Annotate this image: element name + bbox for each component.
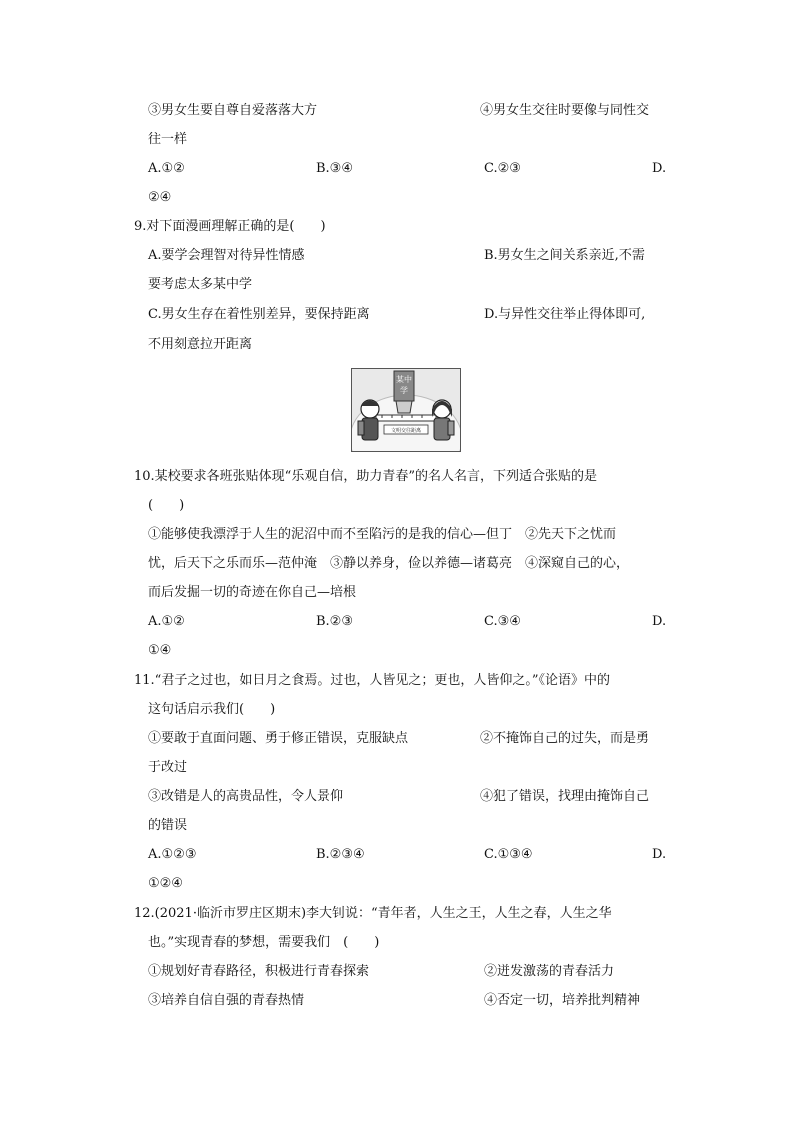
q9-choice-d-cont: 不用刻意拉开距离 bbox=[148, 337, 253, 352]
q11-option-3: ③改错是人的高贵品性，令人景仰 bbox=[148, 789, 344, 804]
q11-stem: 11.“君子之过也，如日月之食焉。过也，人皆见之；更也，人皆仰之。”《论语》中的 bbox=[134, 673, 610, 688]
q8-choice-c: C.②③ bbox=[484, 161, 521, 176]
q8-option-3: ③男女生要自尊自爱落落大方 bbox=[148, 103, 318, 118]
q12-option-3: ③培养自信自强的青春热情 bbox=[148, 993, 305, 1008]
q12-stem: 12.(2021·临沂市罗庄区期末)李大钊说：“青年者，人生之王，人生之春，人生之华 bbox=[134, 906, 612, 921]
q11-choice-b: B.②③④ bbox=[316, 847, 365, 862]
q10-choice-a: A.①② bbox=[148, 614, 185, 629]
q9-choice-a: A.要学会理智对待异性情感 bbox=[148, 248, 305, 263]
q11-option-4: ④犯了错误，找理由掩饰自己 bbox=[480, 789, 650, 804]
cartoon-sign-line2: 学 bbox=[400, 386, 408, 395]
cartoon-caption: 文明交往距离 bbox=[390, 428, 422, 434]
q8-option-4-cont: 往一样 bbox=[148, 132, 188, 147]
q12-option-2: ②迸发激荡的青春活力 bbox=[484, 964, 615, 979]
q10-choice-d: D. bbox=[652, 614, 667, 629]
q10-choice-b: B.②③ bbox=[316, 614, 353, 629]
q11-option-2-cont: 于改过 bbox=[148, 760, 188, 775]
q9-stem: 9.对下面漫画理解正确的是( ) bbox=[134, 219, 326, 234]
q12-option-4: ④否定一切，培养批判精神 bbox=[484, 993, 641, 1008]
q10-quote-line-1: ①能够使我漂浮于人生的泥沼中而不至陷污的是我的信心—但丁 ②先天下之忧而 bbox=[148, 527, 617, 542]
q11-choice-d-cont: ①②④ bbox=[148, 876, 183, 891]
q11-option-2: ②不掩饰自己的过失，而是勇 bbox=[480, 731, 650, 746]
q11-option-4-cont: 的错误 bbox=[148, 818, 188, 833]
q11-stem-cont: 这句话启示我们( ) bbox=[148, 702, 276, 717]
q8-choice-d-cont: ②④ bbox=[148, 190, 172, 205]
q9-choice-d: D.与异性交往举止得体即可, bbox=[484, 307, 646, 322]
q12-option-1: ①规划好青春路径，积极进行青春探索 bbox=[148, 964, 370, 979]
cartoon-sign-line1: 某中 bbox=[396, 375, 412, 384]
q10-answer-paren: ( ) bbox=[148, 498, 185, 513]
cartoon-image bbox=[351, 368, 461, 452]
q10-stem: 10.某校要求各班张贴体现“乐观自信，助力青春”的名人名言，下列适合张贴的是 bbox=[134, 469, 597, 484]
q10-quote-line-3: 而后发掘一切的奇迹在你自己—培根 bbox=[148, 585, 357, 600]
q11-choice-c: C.①③④ bbox=[484, 847, 533, 862]
q11-choice-a: A.①②③ bbox=[148, 847, 197, 862]
q11-choice-d: D. bbox=[652, 847, 667, 862]
q8-choice-d: D. bbox=[652, 161, 667, 176]
q8-choice-b: B.③④ bbox=[316, 161, 353, 176]
q11-option-1: ①要敢于直面问题、勇于修正错误，克服缺点 bbox=[148, 731, 409, 746]
q8-option-4: ④男女生交往时要像与同性交 bbox=[480, 103, 650, 118]
q10-choice-c: C.③④ bbox=[484, 614, 521, 629]
q9-choice-b: B.男女生之间关系亲近,不需 bbox=[484, 248, 645, 263]
q9-choice-b-cont: 要考虑太多某中学 bbox=[148, 277, 253, 292]
q8-choice-a: A.①② bbox=[148, 161, 185, 176]
q9-choice-c: C.男女生存在着性别差异，要保持距离 bbox=[148, 307, 370, 322]
q10-quote-line-2: 忧，后天下之乐而乐—范仲淹 ③静以养身，俭以养德—诸葛亮 ④深窥自己的心， bbox=[148, 556, 630, 571]
q12-stem-cont: 也。”实现青春的梦想，需要我们 ( ) bbox=[148, 935, 380, 950]
q10-choice-d-cont: ①④ bbox=[148, 643, 172, 658]
